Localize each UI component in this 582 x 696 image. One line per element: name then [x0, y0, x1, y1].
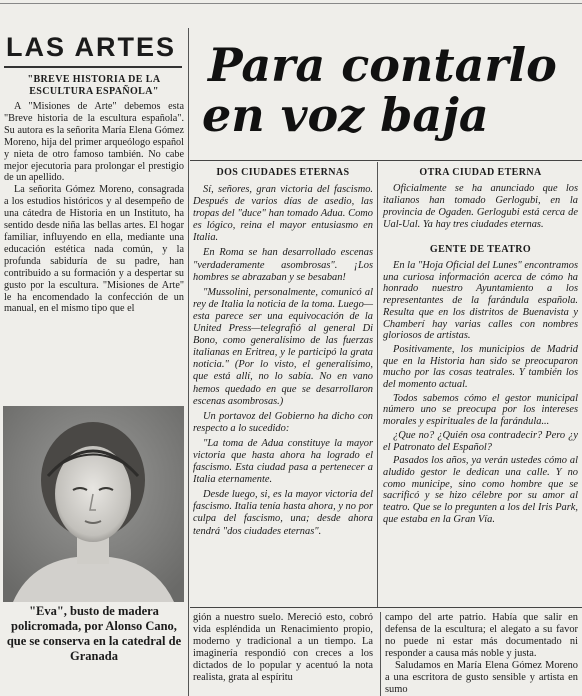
column-rule-bottom	[380, 612, 381, 696]
right-article-2	[383, 244, 578, 525]
box-bottom-rule	[190, 607, 582, 608]
headline	[200, 40, 580, 140]
middle-article	[193, 167, 373, 538]
right-article-2-paragraph: Positivamente, los municipios de Madrid que en la Historia han sido se preocuparon mucho por las cosas teatrales. Y también los del momento actual.	[383, 343, 578, 391]
left-article-paragraph: A "Misiones de Arte" debemos esta "Breve historia de la escultura española". Su autora es la señorita María Elena Gómez Moreno, hija del primer arqueólogo español y nieta de otro famoso también. No cabe mejor ejecutoria para prolongar el prestigio de un apellido.	[4, 101, 184, 184]
left-article-title: "BREVE HISTORIA DE LA ESCULTURA ESPAÑOLA"	[27, 74, 161, 97]
bottom-right-paragraph: campo del arte patrio. Había que salir en defensa de la escultura; el alegato a su favor no puede ni estar más documentado ni responder a causa más noble y justa.	[385, 612, 578, 659]
section-title-rule	[4, 66, 182, 68]
top-border	[0, 3, 582, 4]
bottom-middle-text	[193, 612, 373, 684]
eva-bust-photo	[3, 406, 184, 602]
left-article-body	[4, 101, 184, 315]
right-article-2-paragraph: Pasados los años, ya verán ustedes cómo al aludido gestor le dedican una calle. Y no como municipe, sino como hombre que se sacrificó y se hizo célebre por su amor al teatro. Que se lo pregunten a los del Iris Park, que estaba en la Gran Vía.	[383, 455, 578, 525]
column-rule-left	[188, 28, 189, 696]
section-title: LAS ARTES	[6, 32, 177, 62]
right-article-2-paragraph: ¿Que no? ¿Quién osa contradecir? Pero ¿y el Patronato del Español?	[383, 429, 578, 453]
column-rule-middle	[377, 162, 378, 607]
middle-article-paragraph: "Mussolini, personalmente, comunicó al rey de Italia la noticia de la toma. Luego—esta parece ser una equivocación de la United Press—telegrafió al general Di Bono, como generalísimo de las fuerzas italianas en Eritrea, y le participó la grata noticia." (Por lo visto, el generalísimo, que está allí, no lo sabía. No en vano hemos quedado en que se desarrollaron escenas asombrosas.)	[193, 286, 373, 407]
right-article-1-title: OTRA CIUDAD ETERNA	[419, 167, 542, 178]
right-article-1-body	[383, 183, 578, 231]
middle-article-paragraph: Desde luego, si, es la mayor victoria del fascismo. Italia tenía hasta ahora, y no por culpa del fascismo, una; desde ahora tendrá "dos ciudades eternas".	[193, 489, 373, 537]
photo-caption: "Eva", busto de madera policromada, por Alonso Cano, que se conserva en la catedral de Granada	[6, 604, 182, 663]
middle-article-paragraph: En Roma se han desarrollado escenas "verdaderamente asombrosas". ¡Los hombres se abrazaban y se besaban!	[193, 247, 373, 283]
headline-line-1: Para contarlo	[208, 38, 557, 92]
middle-article-title: DOS CIUDADES ETERNAS	[216, 167, 350, 178]
right-article-2-title: GENTE DE TEATRO	[429, 244, 532, 255]
right-article-2-paragraph: En la "Hoja Oficial del Lunes" encontramos una curiosa información acerca de cómo ha honrado nuestro Ayuntamiento a los representantes de la farándula española. Resulta que en los distritos de Buenavista y Chamberí hay varias calles con nombres gloriosos de artistas.	[383, 260, 578, 342]
right-article-2-paragraph: Todos sabemos cómo el gestor municipal número uno se preocupa por los intereses morales y espirituales de la farándula...	[383, 392, 578, 428]
headline-rule	[190, 160, 582, 161]
left-article	[4, 74, 184, 315]
right-article-1	[383, 167, 578, 231]
middle-article-body	[193, 184, 373, 538]
right-article-2-body	[383, 260, 578, 525]
middle-article-paragraph: "La toma de Adua constituye la mayor victoria que hasta ahora ha logrado el fascismo. Esta ciudad pasa a pertenecer a Italia eternamente.	[193, 437, 373, 486]
left-article-paragraph: La señorita Gómez Moreno, consagrada a los estudios históricos y al desempeño de una cátedra de Historia en un Instituto, ha sentido desde niña las bellas artes. El hogar familiar, influyendo en ella, mediante una educación estética nada común, y la profunda sabiduría de su padre, han contribuido a su formación y a despertar su gusto por la escultura. "Misiones de Arte" le ha encomendado la confección de un manual, en el mismo tipo que el	[4, 184, 184, 315]
headline-line-2: en voz baja	[202, 88, 489, 142]
right-article-1-paragraph: Oficialmente se ha anunciado que los italianos han tomado Gerlogubi, en la provincia de Ogaden. Gerlogubi está cerca de Ual-Ual. Ya hay tres ciudades eternas.	[383, 183, 578, 230]
bottom-right-paragraph: Saludamos en María Elena Gómez Moreno a una escritora de gusto sensible y artista en sumo	[385, 660, 578, 695]
middle-article-paragraph: Sí, señores, gran victoria del fascismo. Después de varios días de asedio, las tropas del "duce" han tomado Adua. Como es lógico, reina el mayor entusiasmo en Italia.	[193, 184, 373, 244]
middle-article-paragraph: Un portavoz del Gobierno ha dicho con respecto a lo sucedido:	[193, 410, 373, 434]
bottom-middle-paragraph: gión a nuestro suelo. Mereció esto, cobró vida espléndida un Renacimiento propio, moderno y tradicional a un tiempo. La imaginería respondió con creces a los dictados de lo popular y acentuó la nota realista, grata al espíritu	[193, 612, 373, 683]
bottom-right-text	[385, 612, 578, 696]
eva-bust-image	[3, 406, 184, 602]
